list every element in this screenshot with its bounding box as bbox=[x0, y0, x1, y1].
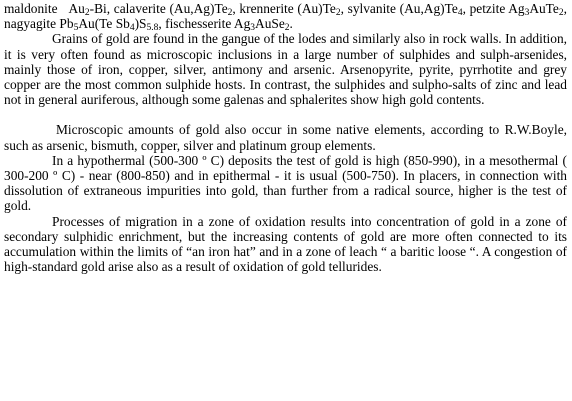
paragraph-deposit-temperatures: In a hypothermal (500-300 º C) deposits the test of gold is high (850-990), in a mesothermal ( 300-200 º C) - near (800-850) and in epithermal - it is usual (500-750). In placers, in connection with dissolution of extraneous impurities into gold, than further from a radical source, higher is the test of gold. bbox=[4, 152, 567, 214]
document-page bbox=[4, 1, 567, 274]
mineral-petzite: petzite $Ag_3AuTe_2$, bbox=[469, 1, 567, 18]
paragraph-gold-grains: Grains of gold are found in the gangue of the lodes and similarly also in rock walls. In addition, it is very often found as microscopic inclusions in a large number of sulphides and sulph-arsenides, mainly those of iron, copper, silver, antimony and arsenic. Arsenopyrite, pyrite, pyrrhotite and grey copper are the most common sulphide hosts. In contrast, the sulphides and sulpho-salts of zinc and lead not in general auriferous, although some galenas and sphalerites show high gold contents. bbox=[4, 31, 567, 108]
mineral-sylvanite: sylvanite $(Au,Ag)Te_4$, bbox=[347, 1, 466, 18]
paragraph-native-elements: Microscopic amounts of gold also occur in some native elements, according to R.W.Boyle, such as arsenic, bismuth, copper, silver and platinum group elements. bbox=[4, 122, 567, 153]
mineral-calaverite: calaverite $(Au,Ag)Te_2$, bbox=[113, 1, 236, 18]
mineral-maldonite: maldonite $Au_2-Bi$, bbox=[4, 1, 111, 18]
mineral-nagyagite: nagyagite $Pb_5Au(Te$ $Sb_4)S_{5.8}$, bbox=[4, 16, 162, 34]
blank-line bbox=[4, 107, 567, 122]
mineral-list-paragraph bbox=[4, 1, 567, 34]
mineral-fischesserite: fischesserite $Ag_3AuSe_2$. bbox=[165, 16, 293, 34]
paragraph-oxidation-migration: Processes of migration in a zone of oxidation results into concentration of gold in a zone of secondary sulphidic enrichment, but the increasing contents of gold are more often connected to its accumulation within the limits of “an iron hat” and in a zone of leach “ a baritic loose “. A congestion of high-standard gold arise also as a result of oxidation of gold tellurides. bbox=[4, 213, 567, 275]
mineral-krennerite: krennerite $(Au)Te_2$, bbox=[239, 1, 344, 18]
